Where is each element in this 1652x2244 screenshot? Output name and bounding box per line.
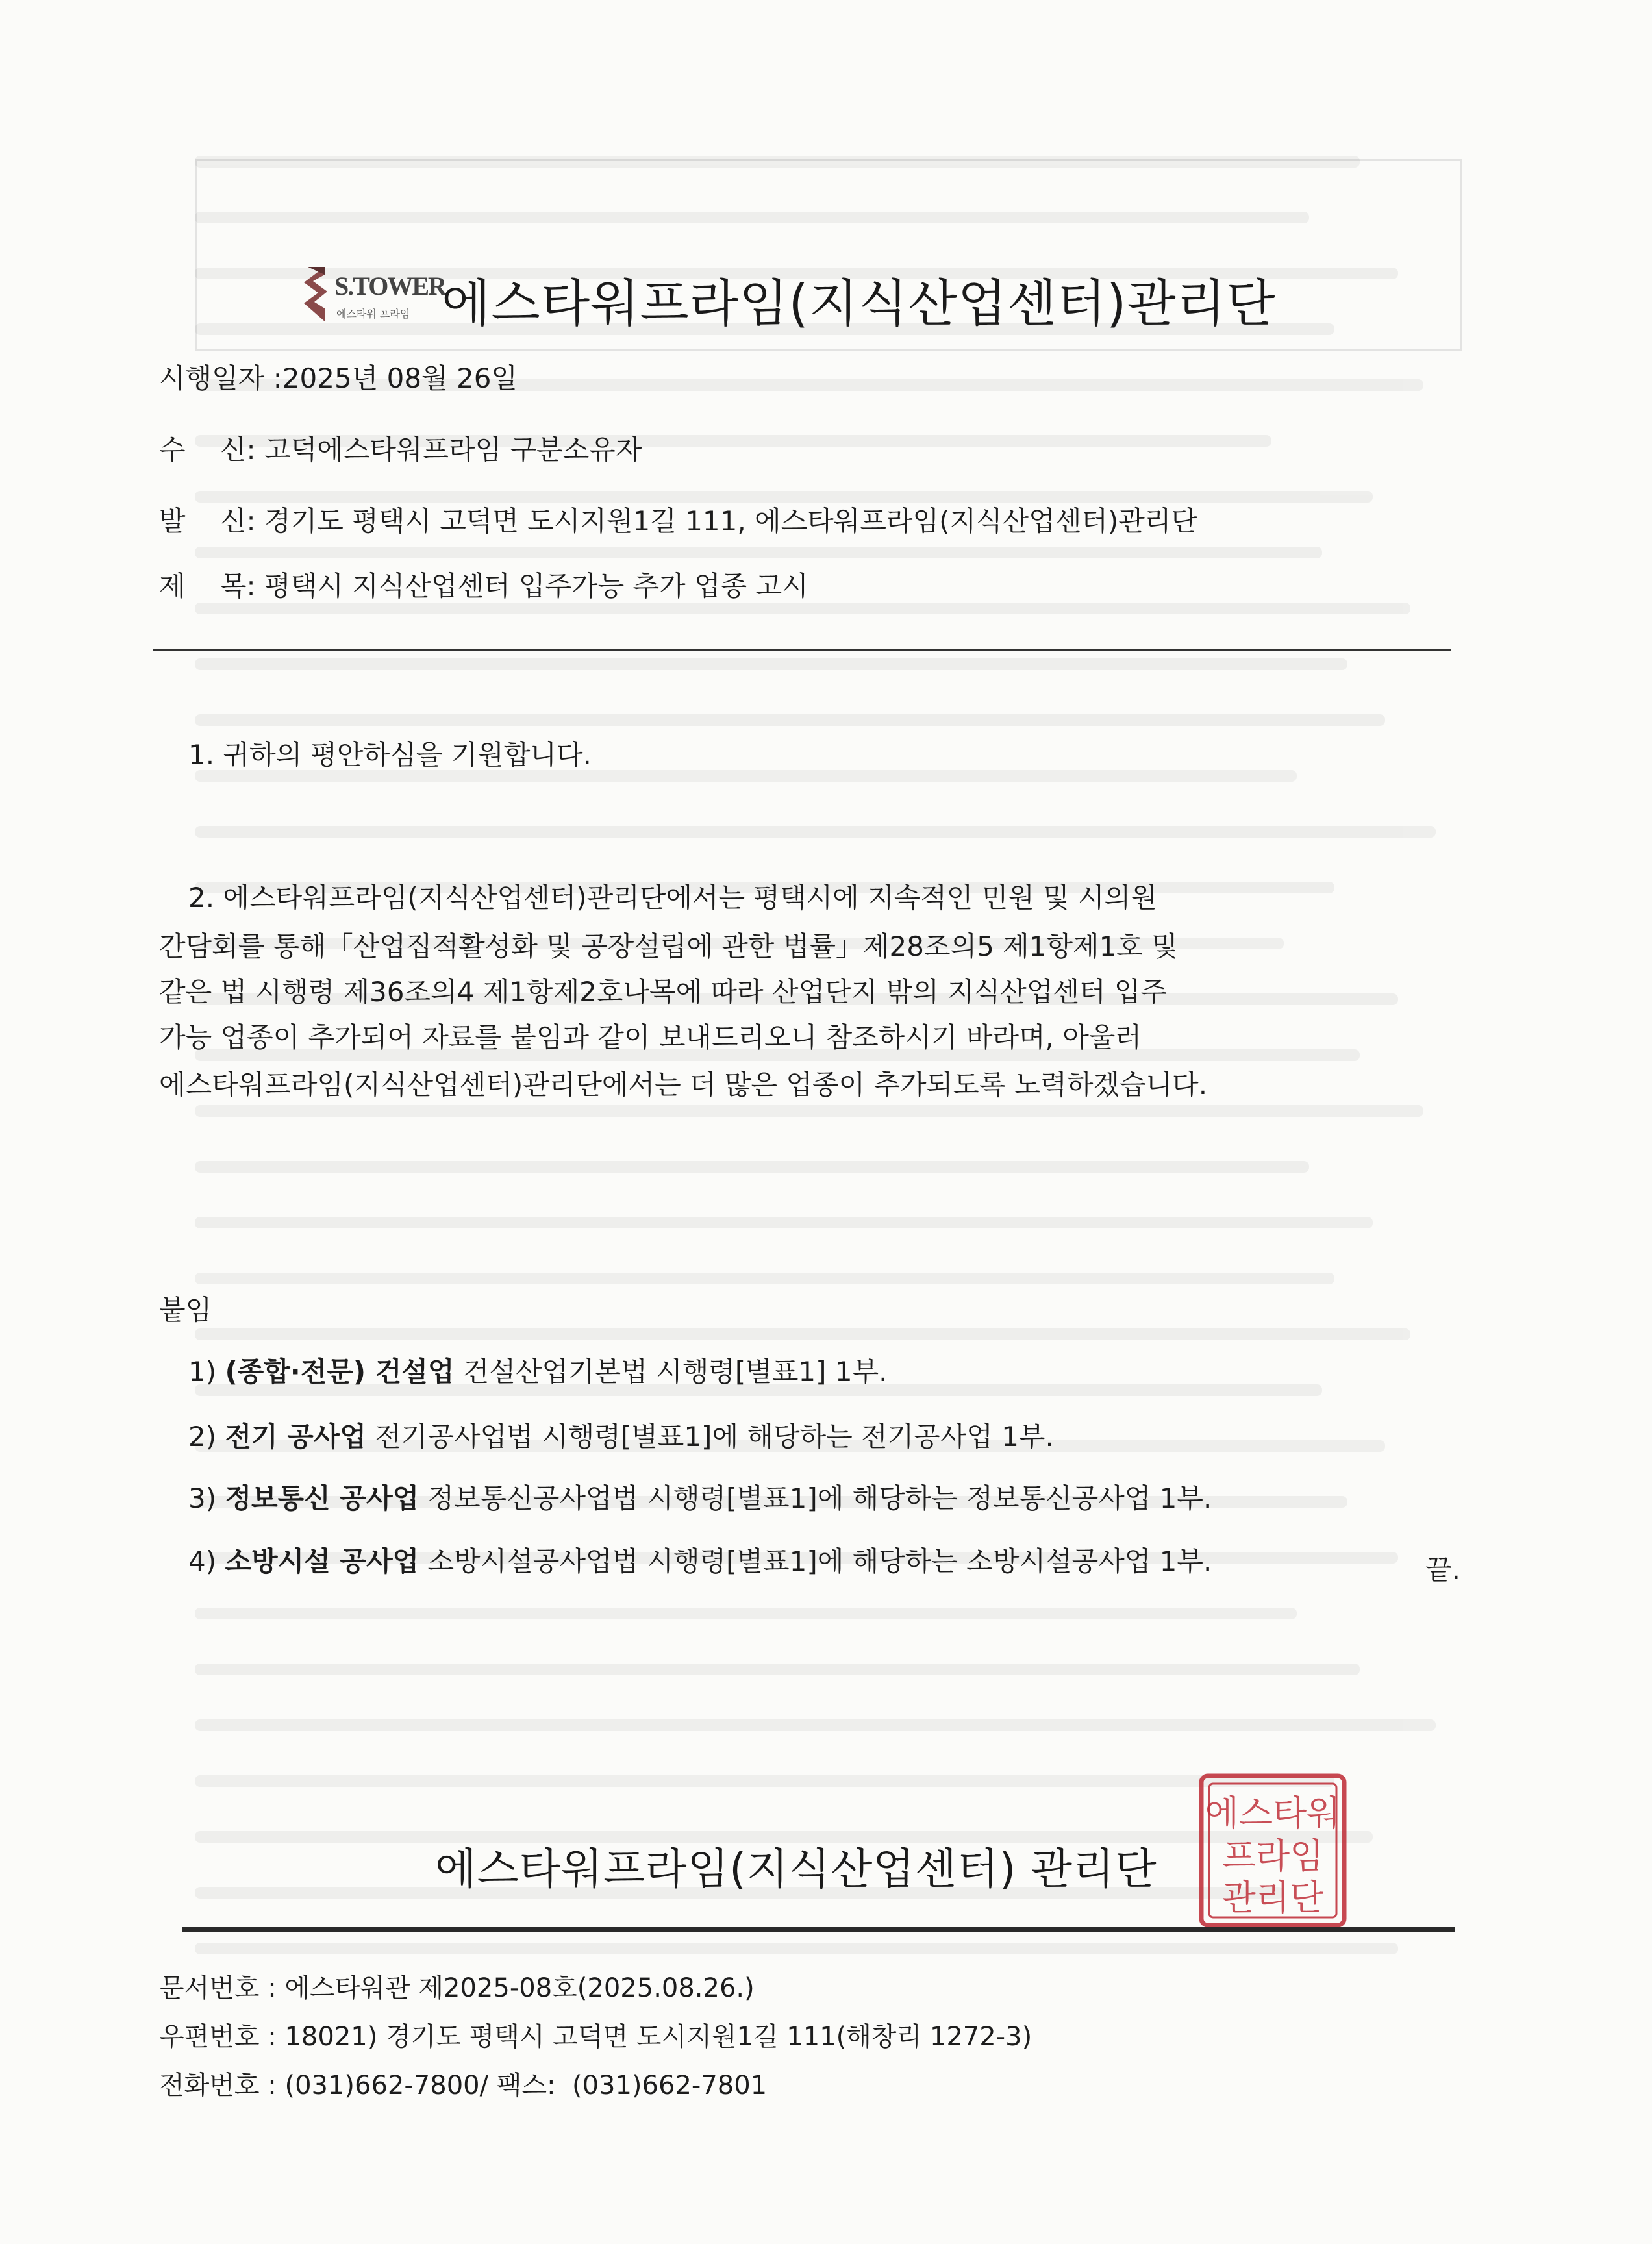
seal-line-1: 에스타워 (1205, 1793, 1341, 1834)
header-divider (153, 649, 1451, 651)
attachment-desc: 소방시설공사업법 시행령[별표1]에 해당하는 소방시설공사업 1부. (419, 1545, 1212, 1577)
attachment-item (188, 1415, 1054, 1454)
contact-numbers: 전화번호 : (031)662-7800/ 팩스: (031)662-7801 (159, 2071, 768, 2101)
paragraph-2-line-4: 가능 업종이 추가되어 자료를 붙임과 같이 보내드리오니 참조하시기 바라며, 아울러 (159, 1021, 1142, 1053)
sender-label: 발 신: (159, 505, 265, 537)
attachment-number: 3) (188, 1482, 217, 1514)
sender-field (159, 500, 1197, 539)
paragraph-greeting: 1. 귀하의 평안하심을 기원합니다. (188, 739, 592, 771)
company-logo (299, 256, 445, 328)
document-number: 문서번호 : 에스타워관 제2025-08호(2025.08.26.) (159, 1973, 755, 2003)
subject-field (159, 565, 808, 604)
attachment-number: 1) (188, 1356, 217, 1388)
footer-divider (182, 1927, 1455, 1932)
subject-label: 제 목: (159, 570, 265, 602)
logo-brand-text: S.TOWER (334, 271, 445, 301)
paragraph-2-line-2: 간담회를 통해「산업집적활성화 및 공장설립에 관한 법률」제28조의5 제1항제1호 및 (159, 930, 1178, 962)
attachment-number: 2) (188, 1421, 217, 1452)
organization-title: 에스타워프라임(지식산업센터)관리단 (442, 275, 1276, 333)
attachment-title: 전기 공사업 (225, 1421, 366, 1452)
attachment-title: 소방시설 공사업 (225, 1545, 419, 1577)
attachment-item (188, 1477, 1212, 1516)
subject-value: 평택시 지식산업센터 입주가능 추가 업종 고시 (264, 570, 808, 602)
seal-line-3: 관리단 (1221, 1877, 1324, 1918)
official-seal-icon (1195, 1769, 1351, 1932)
attachment-desc: 정보통신공사업법 시행령[별표1]에 해당하는 정보통신공사업 1부. (419, 1482, 1212, 1514)
attachment-item (188, 1540, 1212, 1579)
issue-date-label: 시행일자 : (159, 362, 282, 394)
postal-address: 우편번호 : 18021) 경기도 평택시 고덕면 도시지원1길 111(해창리 1272-3) (159, 2022, 1032, 2052)
attachment-number: 4) (188, 1545, 217, 1577)
issue-date-value: 2025년 08월 26일 (282, 362, 518, 394)
issue-date-field (159, 357, 518, 396)
logo-sub-text: 에스타워 프라임 (336, 308, 410, 320)
sender-value: 경기도 평택시 고덕면 도시지원1길 111, 에스타워프라임(지식산업센터)관리단 (264, 505, 1197, 537)
recipient-value: 고덕에스타워프라임 구분소유자 (264, 434, 642, 466)
paragraph-2-line-1: 2. 에스타워프라임(지식산업센터)관리단에서는 평택시에 지속적인 민원 및 시의원 (188, 882, 1157, 914)
recipient-label: 수 신: (159, 434, 265, 466)
attachments-heading: 붙임 (159, 1294, 212, 1326)
attachment-desc: 건설산업기본법 시행령[별표1] 1부. (454, 1356, 888, 1388)
paragraph-2-line-3: 같은 법 시행령 제36조의4 제1항제2호나목에 따라 산업단지 밖의 지식산업센터 입주 (159, 976, 1168, 1008)
attachment-item (188, 1351, 888, 1390)
attachment-title: 정보통신 공사업 (225, 1482, 419, 1514)
seal-line-2: 프라임 (1221, 1836, 1324, 1876)
attachment-desc: 전기공사업법 시행령[별표1]에 해당하는 전기공사업 1부. (366, 1421, 1054, 1452)
attachment-title: (종합·전문) 건설업 (225, 1356, 455, 1388)
s-tower-logo-icon (299, 263, 330, 325)
paragraph-2-line-5: 에스타워프라임(지식산업센터)관리단에서는 더 많은 업종이 추가되도록 노력하겠습니다. (159, 1069, 1208, 1101)
signature-organization: 에스타워프라임(지식산업센터) 관리단 (435, 1844, 1157, 1894)
recipient-field (159, 429, 642, 468)
end-mark: 끝. (1425, 1554, 1460, 1586)
